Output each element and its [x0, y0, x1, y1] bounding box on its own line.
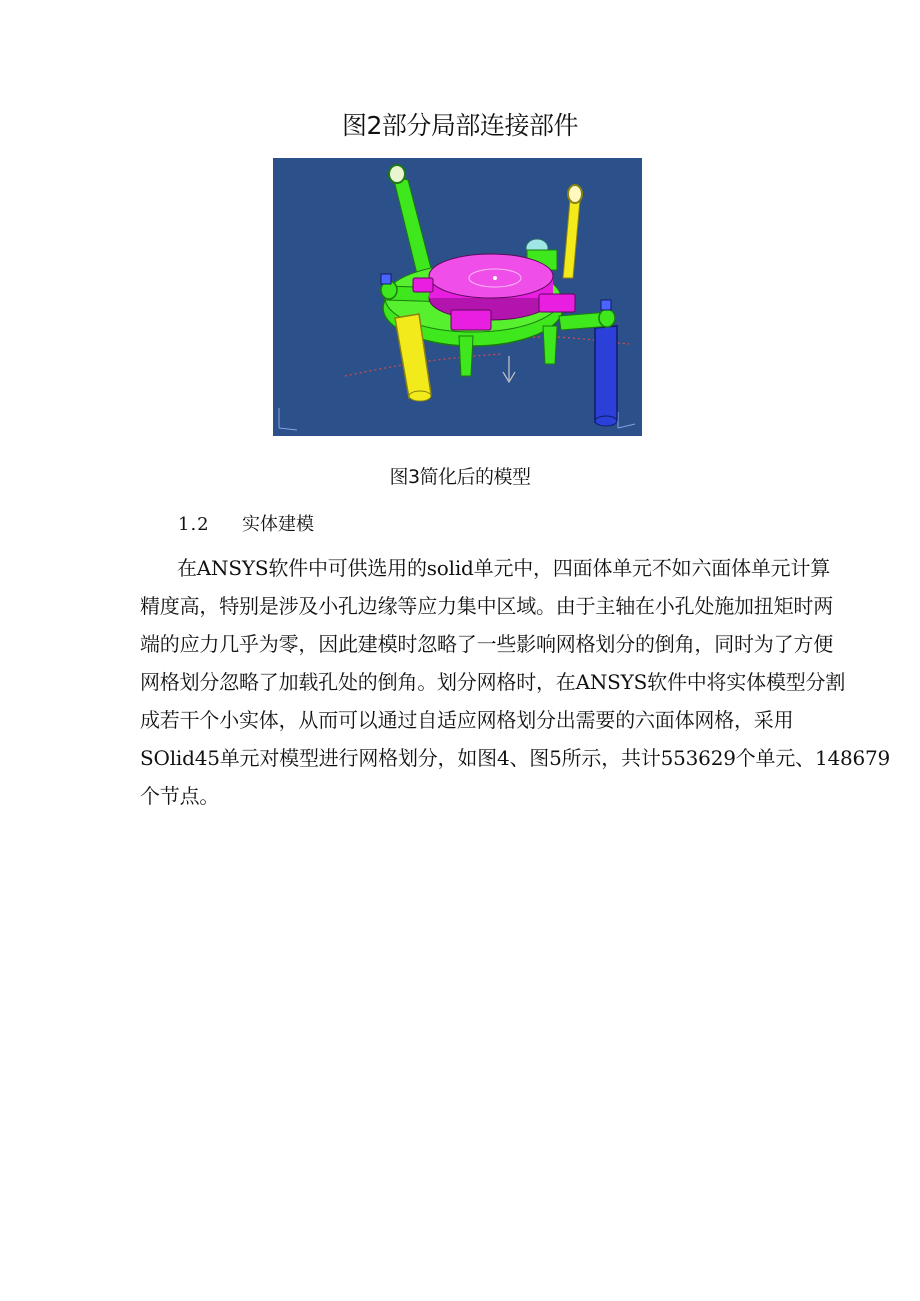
paragraph-line: 网格划分忽略了加载孔处的倒角。划分网格时，在ANSYS软件中将实体模型分割	[140, 670, 846, 694]
paragraph-line: 端的应力几乎为零，因此建模时忽略了一些影响网格划分的倒角，同时为了方便	[140, 632, 833, 656]
paragraph-line: 在ANSYS软件中可供选用的solid单元中，四面体单元不如六面体单元计算	[177, 556, 831, 580]
paragraph-line: 个节点。	[140, 784, 220, 808]
paragraph-line: 成若干个小实体，从而可以通过自适应网格划分出需要的六面体网格，采用	[140, 708, 794, 732]
figure-3-image	[273, 158, 642, 436]
paragraph-line: 精度高，特别是涉及小孔边缘等应力集中区域。由于主轴在小孔处施加扭矩时两	[140, 594, 833, 618]
simplified-3d-model-icon	[273, 158, 642, 436]
body-paragraph	[140, 553, 891, 819]
section-title: 实体建模	[242, 514, 314, 535]
section-heading	[178, 510, 314, 536]
paragraph-line: SOlid45单元对模型进行网格划分，如图4、图5所示，共计553629个单元、148679	[140, 746, 891, 770]
figure-2-caption: 图2部分局部连接部件	[342, 111, 578, 140]
section-number: 1.2	[178, 514, 210, 535]
figure-3-caption: 图3简化后的模型	[389, 466, 531, 488]
